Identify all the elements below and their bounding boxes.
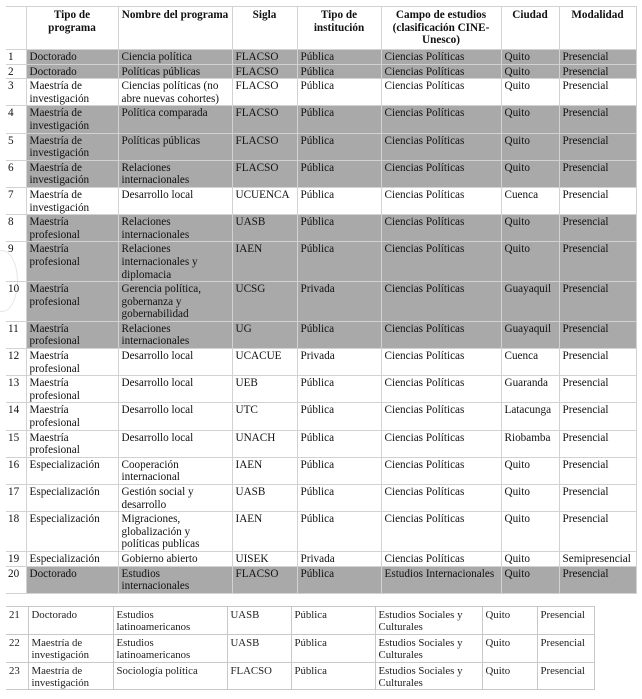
- cell-tipo-institucion: Pública: [297, 106, 381, 133]
- cell-tipo-institucion: Pública: [297, 242, 381, 282]
- cell-nombre-programa: Gerencia política, gobernanza y gobernabilidad: [118, 282, 232, 322]
- cell-campo-estudios: Estudios Sociales y Culturales: [375, 662, 482, 690]
- cell-modalidad: Presencial: [559, 160, 636, 187]
- table-row: [6, 403, 636, 430]
- header-sigla: Sigla: [232, 7, 297, 50]
- table-row: [6, 634, 594, 662]
- cell-row-number: 23: [6, 662, 28, 690]
- cell-tipo-programa: Maestría profesional: [26, 321, 118, 348]
- table-row: [6, 64, 636, 79]
- cell-sigla: UNACH: [232, 430, 297, 457]
- cell-campo-estudios: Ciencias Políticas: [381, 551, 501, 566]
- cell-nombre-programa: Políticas públicas: [118, 64, 232, 79]
- cell-campo-estudios: Estudios Sociales y Culturales: [375, 607, 482, 635]
- cell-sigla: IAEN: [232, 512, 297, 552]
- cell-modalidad: Presencial: [559, 50, 636, 65]
- cell-sigla: UASB: [232, 485, 297, 512]
- programs-table: [6, 6, 637, 594]
- cell-modalidad: Presencial: [537, 662, 594, 690]
- cell-sigla: UG: [232, 321, 297, 348]
- cell-tipo-institucion: Pública: [297, 133, 381, 160]
- cell-row-number: 15: [6, 430, 26, 457]
- cell-campo-estudios: Ciencias Políticas: [381, 485, 501, 512]
- cell-ciudad: Quito: [501, 79, 559, 106]
- cell-campo-estudios: Estudios Sociales y Culturales: [375, 634, 482, 662]
- table-row: [6, 485, 636, 512]
- cell-ciudad: Quito: [501, 242, 559, 282]
- cell-sigla: UASB: [227, 634, 291, 662]
- cell-modalidad: Presencial: [559, 430, 636, 457]
- cell-tipo-institucion: Pública: [297, 160, 381, 187]
- cell-tipo-institucion: Pública: [297, 485, 381, 512]
- cell-sigla: FLACSO: [232, 50, 297, 65]
- cell-modalidad: Presencial: [559, 242, 636, 282]
- cell-campo-estudios: Estudios Internacionales: [381, 566, 501, 593]
- cell-row-number: 21: [6, 607, 28, 635]
- cell-tipo-institucion: Pública: [297, 187, 381, 214]
- cell-modalidad: Presencial: [559, 64, 636, 79]
- cell-modalidad: Presencial: [559, 321, 636, 348]
- cell-tipo-programa: Maestría profesional: [26, 282, 118, 322]
- table-row: [6, 282, 636, 322]
- table-row: [6, 457, 636, 484]
- cell-ciudad: Quito: [501, 160, 559, 187]
- table-row: [6, 566, 636, 593]
- cell-sigla: UTC: [232, 403, 297, 430]
- cell-tipo-programa: Doctorado: [28, 607, 113, 635]
- cell-campo-estudios: Ciencias Políticas: [381, 321, 501, 348]
- table-row: [6, 321, 636, 348]
- cell-row-number: 3: [6, 79, 26, 106]
- cell-sigla: UASB: [227, 607, 291, 635]
- cell-sigla: FLACSO: [232, 79, 297, 106]
- cell-nombre-programa: Ciencias políticas (no abre nuevas cohortes): [118, 79, 232, 106]
- table-row: [6, 662, 594, 690]
- cell-row-number: 10: [6, 282, 26, 322]
- table-row: [6, 106, 636, 133]
- table-row: [6, 215, 636, 242]
- cell-row-number: 4: [6, 106, 26, 133]
- cell-campo-estudios: Ciencias Políticas: [381, 64, 501, 79]
- header-tipo-programa: Tipo de programa: [26, 7, 118, 50]
- cell-ciudad: Quito: [501, 106, 559, 133]
- cell-tipo-programa: Especialización: [26, 512, 118, 552]
- cell-ciudad: Guayaquil: [501, 282, 559, 322]
- cell-ciudad: Quito: [501, 133, 559, 160]
- cell-nombre-programa: Migraciones, globalización y políticas publicas: [118, 512, 232, 552]
- cell-sigla: FLACSO: [232, 64, 297, 79]
- cell-nombre-programa: Ciencia política: [118, 50, 232, 65]
- cell-tipo-institucion: Pública: [297, 566, 381, 593]
- cell-tipo-programa: Maestría de investigación: [28, 634, 113, 662]
- cell-nombre-programa: Estudios internacionales: [118, 566, 232, 593]
- cell-ciudad: Latacunga: [501, 403, 559, 430]
- cell-nombre-programa: Cooperación internacional: [118, 457, 232, 484]
- cell-tipo-institucion: Pública: [297, 50, 381, 65]
- cell-tipo-institucion: Privada: [297, 282, 381, 322]
- cell-sigla: UCUENCA: [232, 187, 297, 214]
- header-ciudad: Ciudad: [501, 7, 559, 50]
- cell-nombre-programa: Política comparada: [118, 106, 232, 133]
- cell-modalidad: Semipresencial: [559, 551, 636, 566]
- cell-ciudad: Quito: [501, 457, 559, 484]
- cell-campo-estudios: Ciencias Políticas: [381, 50, 501, 65]
- cell-campo-estudios: Ciencias Políticas: [381, 430, 501, 457]
- cell-tipo-programa: Maestría de investigación: [26, 160, 118, 187]
- header-nombre-programa: Nombre del programa: [118, 7, 232, 50]
- cell-tipo-institucion: Pública: [297, 430, 381, 457]
- table-row: [6, 50, 636, 65]
- cell-tipo-institucion: Pública: [297, 457, 381, 484]
- cell-tipo-programa: Especialización: [26, 551, 118, 566]
- cell-tipo-institucion: Pública: [291, 634, 375, 662]
- cell-row-number: 16: [6, 457, 26, 484]
- cell-sigla: FLACSO: [232, 133, 297, 160]
- cell-row-number: 1: [6, 50, 26, 65]
- cell-ciudad: Quito: [482, 634, 537, 662]
- cell-modalidad: Presencial: [559, 215, 636, 242]
- cell-ciudad: Guaranda: [501, 376, 559, 403]
- cell-campo-estudios: Ciencias Políticas: [381, 349, 501, 376]
- cell-nombre-programa: Relaciones internacionales: [118, 160, 232, 187]
- cell-tipo-programa: Maestría de investigación: [26, 106, 118, 133]
- cell-tipo-programa: Especialización: [26, 457, 118, 484]
- cell-ciudad: Quito: [501, 551, 559, 566]
- cell-nombre-programa: Políticas públicas: [118, 133, 232, 160]
- cell-campo-estudios: Ciencias Políticas: [381, 215, 501, 242]
- cell-nombre-programa: Desarrollo local: [118, 187, 232, 214]
- cell-campo-estudios: Ciencias Políticas: [381, 376, 501, 403]
- cell-row-number: 17: [6, 485, 26, 512]
- header-modalidad: Modalidad: [559, 7, 636, 50]
- cell-tipo-programa: Maestría profesional: [26, 403, 118, 430]
- cell-sigla: UEB: [232, 376, 297, 403]
- cell-tipo-programa: Maestría profesional: [26, 242, 118, 282]
- table-row: [6, 376, 636, 403]
- programs-table-continuation: [6, 606, 595, 690]
- cell-tipo-programa: Especialización: [26, 485, 118, 512]
- cell-tipo-programa: Maestría profesional: [26, 430, 118, 457]
- cell-nombre-programa: Desarrollo local: [118, 376, 232, 403]
- cell-tipo-programa: Maestría de investigación: [26, 187, 118, 214]
- cell-row-number: 19: [6, 551, 26, 566]
- cell-sigla: UCACUE: [232, 349, 297, 376]
- cell-sigla: FLACSO: [227, 662, 291, 690]
- cell-row-number: 20: [6, 566, 26, 593]
- cell-campo-estudios: Ciencias Políticas: [381, 160, 501, 187]
- cell-modalidad: Presencial: [537, 634, 594, 662]
- cell-nombre-programa: Sociología política: [113, 662, 227, 690]
- cell-nombre-programa: Relaciones internacionales y diplomacia: [118, 242, 232, 282]
- header-num: [6, 7, 26, 50]
- cell-tipo-institucion: Pública: [297, 376, 381, 403]
- cell-nombre-programa: Desarrollo local: [118, 349, 232, 376]
- cell-tipo-institucion: Pública: [297, 403, 381, 430]
- cell-ciudad: Quito: [501, 512, 559, 552]
- cell-ciudad: Quito: [501, 485, 559, 512]
- cell-sigla: IAEN: [232, 457, 297, 484]
- cell-sigla: UASB: [232, 215, 297, 242]
- table-row: [6, 607, 594, 635]
- cell-ciudad: Quito: [501, 64, 559, 79]
- table-row: [6, 242, 636, 282]
- cell-sigla: FLACSO: [232, 160, 297, 187]
- cell-campo-estudios: Ciencias Políticas: [381, 457, 501, 484]
- cell-tipo-institucion: Pública: [297, 321, 381, 348]
- cell-nombre-programa: Desarrollo local: [118, 403, 232, 430]
- cell-row-number: 5: [6, 133, 26, 160]
- header-row: [6, 7, 636, 50]
- cell-modalidad: Presencial: [559, 79, 636, 106]
- cell-campo-estudios: Ciencias Políticas: [381, 282, 501, 322]
- table-row: [6, 551, 636, 566]
- cell-modalidad: Presencial: [559, 512, 636, 552]
- cell-row-number: 8: [6, 215, 26, 242]
- cell-nombre-programa: Relaciones internacionales: [118, 215, 232, 242]
- cell-row-number: 18: [6, 512, 26, 552]
- cell-row-number: 11: [6, 321, 26, 348]
- cell-sigla: UCSG: [232, 282, 297, 322]
- table-row: [6, 430, 636, 457]
- cell-modalidad: Presencial: [559, 403, 636, 430]
- cell-nombre-programa: Gestión social y desarrollo: [118, 485, 232, 512]
- cell-ciudad: Quito: [482, 607, 537, 635]
- cell-row-number: 2: [6, 64, 26, 79]
- header-tipo-institucion: Tipo de institución: [297, 7, 381, 50]
- cell-tipo-institucion: Pública: [297, 215, 381, 242]
- cell-nombre-programa: Relaciones internacionales: [118, 321, 232, 348]
- cell-modalidad: Presencial: [559, 457, 636, 484]
- cell-modalidad: Presencial: [537, 607, 594, 635]
- cell-campo-estudios: Ciencias Políticas: [381, 242, 501, 282]
- cell-modalidad: Presencial: [559, 282, 636, 322]
- cell-nombre-programa: Estudios latinoamericanos: [113, 607, 227, 635]
- cell-ciudad: Quito: [501, 566, 559, 593]
- cell-modalidad: Presencial: [559, 566, 636, 593]
- cell-row-number: 13: [6, 376, 26, 403]
- cell-ciudad: Quito: [501, 215, 559, 242]
- cell-modalidad: Presencial: [559, 106, 636, 133]
- table-row: [6, 512, 636, 552]
- cell-campo-estudios: Ciencias Políticas: [381, 133, 501, 160]
- cell-tipo-programa: Doctorado: [26, 50, 118, 65]
- cell-row-number: 22: [6, 634, 28, 662]
- cell-modalidad: Presencial: [559, 376, 636, 403]
- cell-campo-estudios: Ciencias Políticas: [381, 187, 501, 214]
- cell-campo-estudios: Ciencias Políticas: [381, 106, 501, 133]
- cell-campo-estudios: Ciencias Políticas: [381, 512, 501, 552]
- cell-nombre-programa: Estudios latinoamericanos: [113, 634, 227, 662]
- table-row: [6, 187, 636, 214]
- cell-tipo-programa: Maestría profesional: [26, 215, 118, 242]
- cell-tipo-programa: Maestría de investigación: [26, 79, 118, 106]
- cell-tipo-institucion: Privada: [297, 551, 381, 566]
- cell-modalidad: Presencial: [559, 485, 636, 512]
- cell-tipo-programa: Maestría profesional: [26, 349, 118, 376]
- cell-tipo-programa: Doctorado: [26, 566, 118, 593]
- cell-row-number: 14: [6, 403, 26, 430]
- cell-tipo-programa: Maestría profesional: [26, 376, 118, 403]
- cell-tipo-institucion: Privada: [297, 349, 381, 376]
- cell-ciudad: Guayaquil: [501, 321, 559, 348]
- cell-campo-estudios: Ciencias Políticas: [381, 403, 501, 430]
- table-row: [6, 160, 636, 187]
- header-campo-estudios: Campo de estudios (clasificación CINE-Unesco): [381, 7, 501, 50]
- cell-modalidad: Presencial: [559, 133, 636, 160]
- cell-sigla: IAEN: [232, 242, 297, 282]
- cell-row-number: 9: [6, 242, 26, 282]
- table-row: [6, 349, 636, 376]
- cell-tipo-institucion: Pública: [297, 79, 381, 106]
- table-row: [6, 133, 636, 160]
- cell-ciudad: Quito: [482, 662, 537, 690]
- cell-tipo-institucion: Pública: [297, 64, 381, 79]
- cell-sigla: UISEK: [232, 551, 297, 566]
- cell-nombre-programa: Desarrollo local: [118, 430, 232, 457]
- cell-nombre-programa: Gobierno abierto: [118, 551, 232, 566]
- cell-modalidad: Presencial: [559, 187, 636, 214]
- cell-tipo-institucion: Pública: [291, 607, 375, 635]
- cell-row-number: 7: [6, 187, 26, 214]
- cell-ciudad: Quito: [501, 50, 559, 65]
- cell-modalidad: Presencial: [559, 349, 636, 376]
- cell-ciudad: Cuenca: [501, 187, 559, 214]
- cell-tipo-institucion: Pública: [297, 512, 381, 552]
- cell-tipo-programa: Maestría de investigación: [28, 662, 113, 690]
- cell-row-number: 12: [6, 349, 26, 376]
- cell-sigla: FLACSO: [232, 566, 297, 593]
- cell-ciudad: Cuenca: [501, 349, 559, 376]
- cell-ciudad: Riobamba: [501, 430, 559, 457]
- cell-campo-estudios: Ciencias Políticas: [381, 79, 501, 106]
- table-row: [6, 79, 636, 106]
- cell-tipo-programa: Doctorado: [26, 64, 118, 79]
- cell-sigla: FLACSO: [232, 106, 297, 133]
- cell-tipo-programa: Maestría de investigación: [26, 133, 118, 160]
- cell-tipo-institucion: Pública: [291, 662, 375, 690]
- cell-row-number: 6: [6, 160, 26, 187]
